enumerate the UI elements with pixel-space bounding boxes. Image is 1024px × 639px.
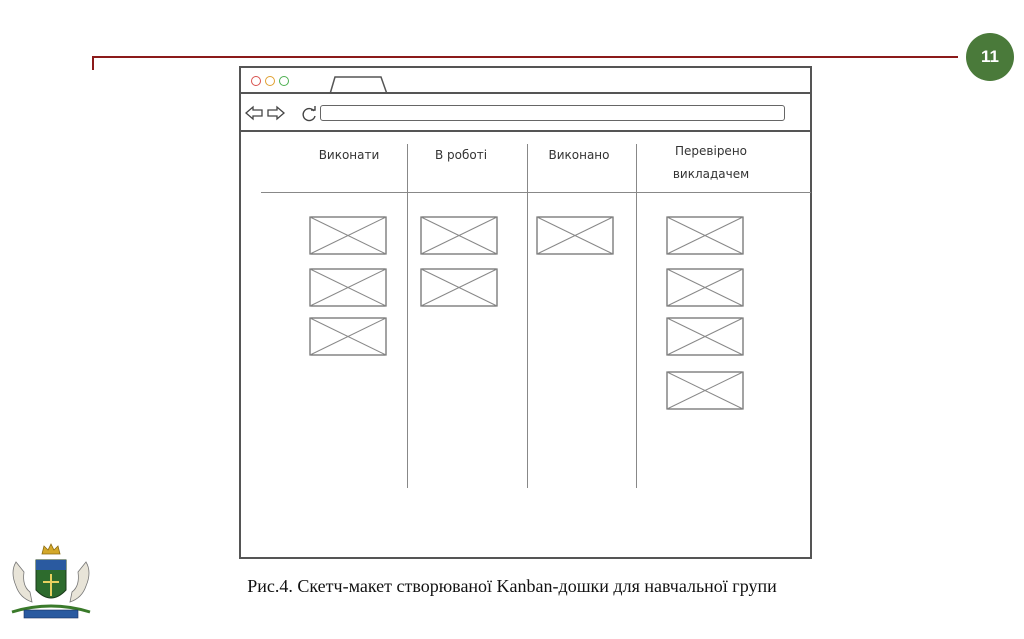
column-divider bbox=[407, 144, 408, 488]
browser-titlebar bbox=[241, 68, 810, 94]
kanban-card-placeholder[interactable] bbox=[309, 216, 387, 255]
kanban-card-placeholder[interactable] bbox=[420, 268, 498, 307]
column-header-todo: Виконати bbox=[318, 148, 380, 162]
kanban-card-placeholder[interactable] bbox=[666, 268, 744, 307]
kanban-card-placeholder[interactable] bbox=[309, 268, 387, 307]
university-emblem-icon bbox=[2, 542, 100, 628]
browser-address-bar bbox=[241, 94, 810, 132]
back-arrow-icon[interactable] bbox=[245, 105, 263, 121]
browser-window-sketch bbox=[239, 66, 812, 559]
column-header-verified: Перевірено викладачем bbox=[672, 144, 750, 181]
kanban-card-placeholder[interactable] bbox=[666, 216, 744, 255]
slide-header-rule-tick bbox=[92, 56, 94, 70]
kanban-card-placeholder[interactable] bbox=[420, 216, 498, 255]
header-separator bbox=[261, 192, 811, 193]
figure-caption: Рис.4. Скетч-макет створюваної Kanban-дошки для навчальної групи bbox=[247, 576, 777, 596]
refresh-icon[interactable] bbox=[301, 105, 319, 123]
column-divider bbox=[527, 144, 528, 488]
column-header-in-progress: В роботі bbox=[434, 148, 488, 162]
url-input[interactable] bbox=[320, 105, 785, 121]
kanban-card-placeholder[interactable] bbox=[666, 317, 744, 356]
page-number-badge: 11 bbox=[966, 33, 1014, 81]
minimize-dot[interactable] bbox=[265, 76, 275, 86]
maximize-dot[interactable] bbox=[279, 76, 289, 86]
kanban-card-placeholder[interactable] bbox=[536, 216, 614, 255]
column-divider bbox=[636, 144, 637, 488]
slide-header-rule bbox=[92, 56, 958, 58]
forward-arrow-icon[interactable] bbox=[267, 105, 285, 121]
close-dot[interactable] bbox=[251, 76, 261, 86]
kanban-card-placeholder[interactable] bbox=[309, 317, 387, 356]
kanban-card-placeholder[interactable] bbox=[666, 371, 744, 410]
column-header-done: Виконано bbox=[548, 148, 610, 162]
browser-tab[interactable] bbox=[329, 76, 391, 94]
